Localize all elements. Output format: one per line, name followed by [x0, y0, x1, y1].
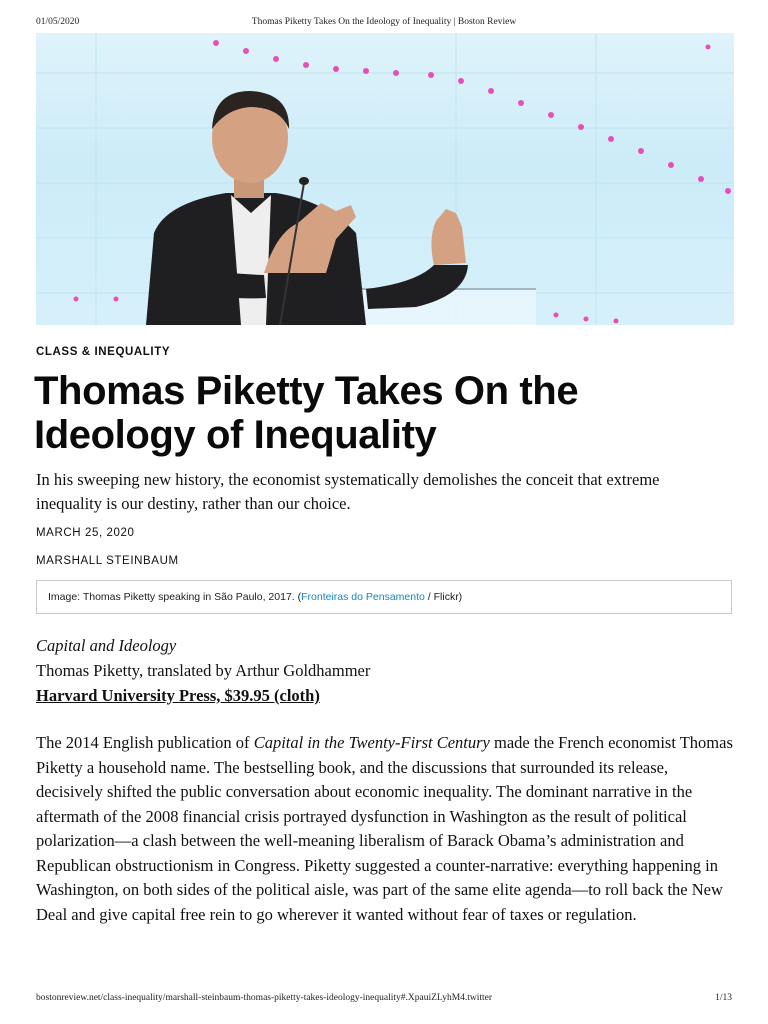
author-byline[interactable]: MARSHALL STEINBAUM: [36, 555, 179, 567]
body-text-rest: made the French economist Thomas Piketty a household name. The bestselling book, and the discussions that surrounded its release, decisively shifted the public conversation about economic inequality. The dominant narrative in the aftermath of the 2008 financial crisis portrayed dysfunction in Washington as the result of political polarization—a clash between the well-meaning liberalism of Barack Obama’s administration and Republican obstructionism in Congress. Piketty suggested a counter-narrative: everything happening in Washington, on both sides of the political aisle, was part of the same elite agenda—to roll back the New Deal and give capital free rein to go wherever it wanted without fear of taxes or regulation.: [36, 733, 733, 924]
article-dek: In his sweeping new history, the economist systematically demolishes the conceit that extreme inequality is our destiny, rather than our choice.: [36, 470, 660, 513]
book-title: Capital and Ideology: [36, 636, 177, 655]
print-date: 01/05/2020: [36, 17, 80, 27]
image-credit-box: [36, 580, 732, 614]
hero-image: [36, 33, 734, 325]
category-kicker[interactable]: CLASS & INEQUALITY: [36, 346, 171, 358]
body-text-start: The 2014 English publication of: [36, 733, 254, 752]
print-url: bostonreview.net/class-inequality/marshall-steinbaum-thomas-piketty-takes-ideology-inequality#.XpauiZLyhM4.twitter: [36, 993, 493, 1003]
article-headline: Thomas Piketty Takes On the Ideology of Inequality: [34, 369, 579, 457]
print-page-title: Thomas Piketty Takes On the Ideology of Inequality | Boston Review: [251, 17, 517, 27]
image-credit-link[interactable]: Fronteiras do Pensamento: [301, 591, 425, 603]
book-author: Thomas Piketty, translated by Arthur Goldhammer: [36, 661, 371, 680]
image-credit-prefix: Image: Thomas Piketty speaking in São Paulo, 2017. (: [48, 591, 302, 603]
photo-of-speaker-icon: [36, 33, 734, 325]
article-body-paragraph: [36, 731, 736, 927]
print-page-number: 1/13: [715, 993, 732, 1003]
image-credit-suffix: / Flickr): [424, 591, 463, 603]
publish-date: MARCH 25, 2020: [36, 527, 135, 539]
publisher-link[interactable]: Harvard University Press, $39.95 (cloth): [36, 686, 320, 705]
body-book-title-italic: Capital in the Twenty-First Century: [253, 733, 490, 752]
